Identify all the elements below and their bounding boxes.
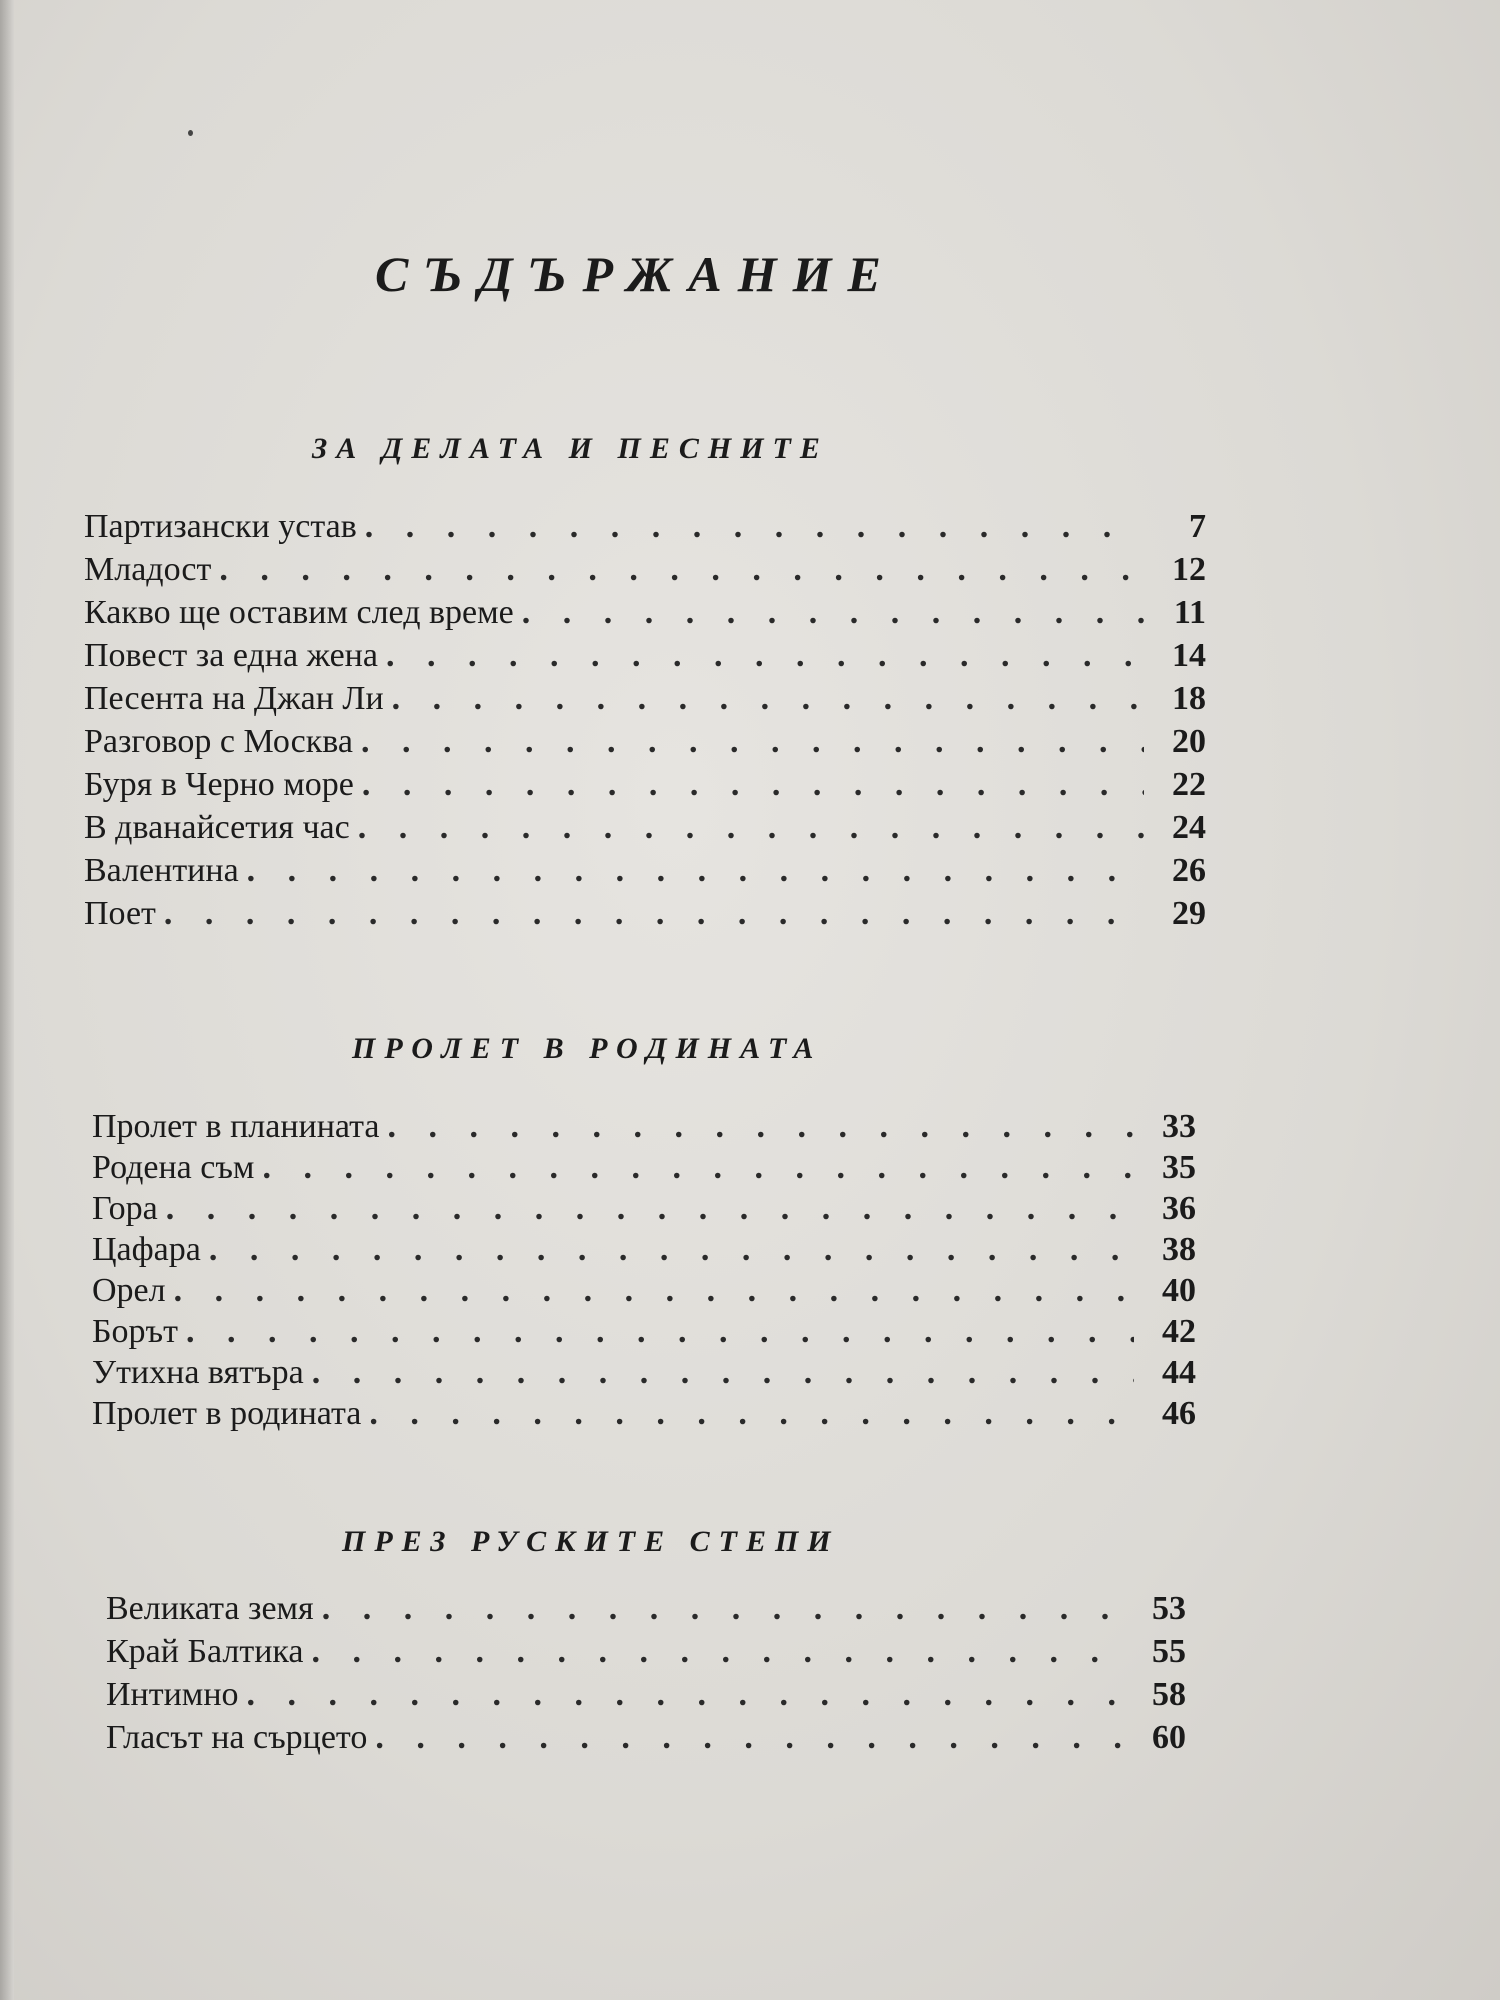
toc-entry[interactable] [92,1149,1196,1191]
dot-leader [209,1231,1134,1269]
entry-title: Пролет в родината [92,1395,362,1432]
section-heading-3: ПРЕЗ РУСКИТЕ СТЕПИ [342,1525,840,1558]
entry-page: 20 [1172,723,1206,760]
toc-entry[interactable] [84,809,1206,851]
entry-title: Буря в Черно море [84,766,354,803]
toc-entry[interactable] [92,1354,1196,1396]
entry-page: 12 [1172,551,1206,588]
toc-entry[interactable] [84,895,1206,937]
dot-leader [362,766,1144,804]
toc-entry[interactable] [106,1676,1186,1718]
toc-entry[interactable] [92,1395,1196,1437]
entry-title: Какво ще оставим след време [84,594,514,631]
dot-leader [361,723,1144,761]
toc-entry[interactable] [106,1590,1186,1632]
dot-leader [386,637,1144,675]
entry-page: 35 [1162,1149,1196,1186]
section-heading-1: ЗА ДЕЛАТА И ПЕСНИТЕ [312,432,829,465]
entry-title: Валентина [84,852,239,889]
dot-leader [174,1272,1134,1310]
toc-entry[interactable] [84,637,1206,679]
entry-page: 44 [1162,1354,1196,1391]
page-gutter-shadow [0,0,14,2000]
entry-title: Цафара [92,1231,201,1268]
toc-entry[interactable] [84,594,1206,636]
toc-entry[interactable] [92,1313,1196,1355]
entry-title: Интимно [106,1676,239,1713]
toc-entry[interactable] [92,1190,1196,1232]
ink-speck [188,130,193,136]
entry-page: 18 [1172,680,1206,717]
entry-title: Край Балтика [106,1633,304,1670]
dot-leader [312,1354,1134,1392]
entry-page: 46 [1162,1395,1196,1432]
entry-page: 38 [1162,1231,1196,1268]
dot-leader [247,1676,1124,1714]
dot-leader [375,1719,1124,1757]
toc-entry[interactable] [106,1719,1186,1761]
toc-entry[interactable] [92,1231,1196,1273]
dot-leader [369,1395,1134,1433]
entry-title: Песента на Джан Ли [84,680,384,717]
entry-page: 24 [1172,809,1206,846]
entry-title: Разговор с Москва [84,723,353,760]
dot-leader [312,1633,1125,1671]
toc-entry[interactable] [84,551,1206,593]
entry-title: Утихна вятъра [92,1354,304,1391]
dot-leader [247,852,1144,890]
toc-entry[interactable] [84,766,1206,808]
toc-entry[interactable] [106,1633,1186,1675]
toc-entry[interactable] [92,1272,1196,1314]
toc-entry[interactable] [84,680,1206,722]
dot-leader [219,551,1144,589]
entry-title: В дванайсетия час [84,809,350,846]
dot-leader [365,508,1144,546]
entry-title: Борът [92,1313,178,1350]
entry-page: 55 [1152,1633,1186,1670]
entry-page: 58 [1152,1676,1186,1713]
entry-page: 60 [1152,1719,1186,1756]
dot-leader [388,1108,1135,1146]
toc-entry[interactable] [84,723,1206,765]
dot-leader [164,895,1144,933]
section-heading-2: ПРОЛЕТ В РОДИНАТА [352,1032,823,1065]
entry-page: 22 [1172,766,1206,803]
entry-page: 11 [1173,594,1206,631]
entry-page: 29 [1172,895,1206,932]
entry-title: Родена съм [92,1149,255,1186]
entry-title: Орел [92,1272,166,1309]
entry-title: Гора [92,1190,158,1227]
dot-leader [166,1190,1134,1228]
entry-page: 40 [1162,1272,1196,1309]
entry-page: 14 [1172,637,1206,674]
toc-entry[interactable] [92,1108,1196,1150]
entry-title: Пролет в планината [92,1108,380,1145]
entry-title: Великата земя [106,1590,314,1627]
entry-page: 7 [1189,508,1206,545]
entry-page: 53 [1152,1590,1186,1627]
toc-entry[interactable] [84,852,1206,894]
entry-title: Гласът на сърцето [106,1719,368,1756]
entry-title: Повест за една жена [84,637,378,674]
entry-page: 36 [1162,1190,1196,1227]
dot-leader [186,1313,1134,1351]
entry-title: Поет [84,895,156,932]
entry-page: 42 [1162,1313,1196,1350]
entry-page: 33 [1162,1108,1196,1145]
dot-leader [358,809,1144,847]
toc-entry[interactable] [84,508,1206,550]
entry-page: 26 [1172,852,1206,889]
dot-leader [322,1590,1124,1628]
entry-title: Партизански устав [84,508,357,545]
dot-leader [262,1149,1134,1187]
entry-title: Младост [84,551,212,588]
dot-leader [522,594,1144,632]
page-title: СЪДЪРЖАНИЕ [375,246,897,302]
dot-leader [392,680,1144,718]
